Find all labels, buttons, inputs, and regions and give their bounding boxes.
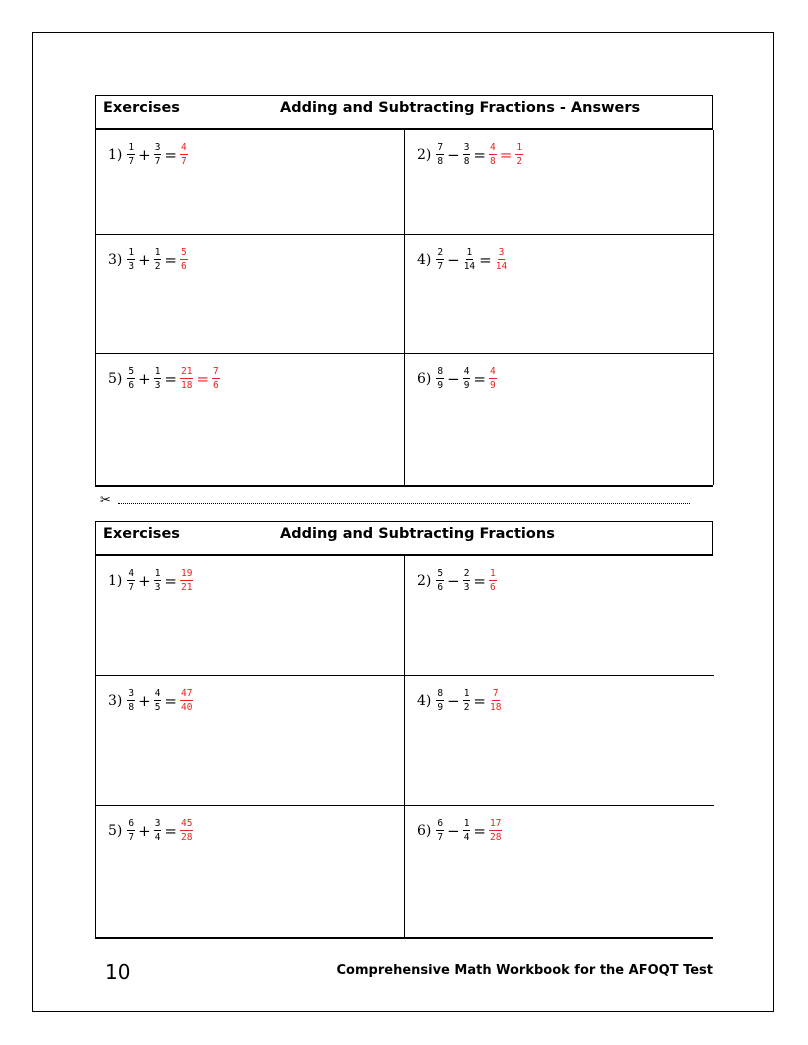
equals-sign: = <box>164 145 177 164</box>
problem-cell <box>405 806 714 937</box>
denominator: 6 <box>490 582 496 593</box>
numerator: 3 <box>154 142 161 153</box>
problem-expression <box>108 568 194 593</box>
denominator: 2 <box>516 156 523 167</box>
denominator: 40 <box>181 702 193 713</box>
problem-number: 2) <box>417 572 432 589</box>
fraction <box>463 688 471 713</box>
equals-sign: = <box>164 821 177 840</box>
numerator: 7 <box>213 366 219 377</box>
denominator: 21 <box>181 582 193 593</box>
operator: + <box>138 821 151 840</box>
problem-cell <box>96 556 405 676</box>
problem-cell <box>405 130 714 235</box>
problem-number: 3) <box>108 692 123 709</box>
denominator: 18 <box>181 380 193 391</box>
numerator: 3 <box>128 688 135 699</box>
problem-number: 5) <box>108 822 123 839</box>
fraction <box>154 568 162 593</box>
fraction <box>127 142 135 167</box>
problem-grid <box>95 556 713 939</box>
problem-expression <box>108 247 189 272</box>
denominator: 6 <box>213 380 219 391</box>
problem-number: 5) <box>108 370 123 387</box>
equals-sign: = <box>499 145 513 164</box>
numerator: 4 <box>490 142 496 153</box>
numerator: 1 <box>466 247 473 258</box>
answer-fraction <box>495 247 508 272</box>
problem-number: 1) <box>108 572 123 589</box>
numerator: 5 <box>128 366 135 377</box>
numerator: 1 <box>154 366 161 377</box>
denominator: 4 <box>463 832 470 843</box>
answer-fraction <box>489 818 502 843</box>
answer-fraction <box>489 366 497 391</box>
problem-cell <box>405 235 714 354</box>
equals-sign: = <box>479 250 492 269</box>
problem-number: 4) <box>417 692 432 709</box>
denominator: 7 <box>437 832 444 843</box>
answers-sheet <box>95 95 713 487</box>
sheet-header <box>95 521 713 556</box>
numerator: 4 <box>128 568 135 579</box>
denominator: 3 <box>463 582 470 593</box>
numerator: 17 <box>490 818 502 829</box>
problem-cell <box>96 235 405 354</box>
page-number: 10 <box>105 960 131 984</box>
sheet-title: Adding and Subtracting Fractions <box>280 526 555 542</box>
numerator: 8 <box>437 688 444 699</box>
answer-fraction <box>489 142 497 167</box>
numerator: 1 <box>463 688 470 699</box>
equals-sign: = <box>473 369 486 388</box>
denominator: 7 <box>181 156 187 167</box>
book-title: Comprehensive Math Workbook for the AFOQT Test <box>336 963 713 978</box>
numerator: 47 <box>181 688 193 699</box>
problem-expression <box>417 818 503 843</box>
fraction <box>463 818 471 843</box>
numerator: 4 <box>154 688 161 699</box>
problem-number: 6) <box>417 370 432 387</box>
operator: − <box>447 145 460 164</box>
fraction <box>436 247 444 272</box>
equals-sign: = <box>473 691 486 710</box>
fraction <box>463 142 471 167</box>
numerator: 4 <box>181 142 187 153</box>
cut-line <box>100 494 690 510</box>
sheet-title: Adding and Subtracting Fractions - Answers <box>280 100 641 116</box>
denominator: 8 <box>490 156 496 167</box>
denominator: 8 <box>463 156 470 167</box>
answer-fraction <box>515 142 523 167</box>
denominator: 2 <box>463 702 470 713</box>
denominator: 9 <box>490 380 496 391</box>
equals-sign: = <box>164 369 177 388</box>
denominator: 9 <box>437 702 444 713</box>
problem-cell <box>405 354 714 485</box>
operator: − <box>447 821 460 840</box>
denominator: 7 <box>128 832 135 843</box>
operator: − <box>447 369 460 388</box>
fraction <box>127 366 135 391</box>
problem-expression <box>417 142 524 167</box>
equals-sign: = <box>164 250 177 269</box>
answer-fraction <box>180 247 188 272</box>
denominator: 8 <box>437 156 444 167</box>
fraction <box>127 568 135 593</box>
numerator: 3 <box>498 247 505 258</box>
problem-number: 3) <box>108 251 123 268</box>
equals-sign: = <box>473 571 486 590</box>
fraction <box>436 688 444 713</box>
numerator: 1 <box>516 142 523 153</box>
scissors-icon: ✂ <box>100 494 111 508</box>
denominator: 4 <box>154 832 161 843</box>
denominator: 28 <box>490 832 502 843</box>
numerator: 1 <box>463 818 470 829</box>
problem-number: 6) <box>417 822 432 839</box>
answer-fraction <box>489 568 497 593</box>
fraction <box>436 142 444 167</box>
equals-sign: = <box>196 369 210 388</box>
fraction <box>127 688 135 713</box>
numerator: 7 <box>437 142 444 153</box>
numerator: 1 <box>128 247 135 258</box>
problem-number: 4) <box>417 251 432 268</box>
equals-sign: = <box>164 691 177 710</box>
fraction <box>154 366 162 391</box>
denominator: 14 <box>463 261 476 272</box>
numerator: 19 <box>181 568 193 579</box>
denominator: 9 <box>463 380 470 391</box>
denominator: 3 <box>128 261 135 272</box>
denominator: 3 <box>154 582 161 593</box>
denominator: 14 <box>495 261 508 272</box>
denominator: 3 <box>154 380 161 391</box>
problem-cell <box>96 130 405 235</box>
equals-sign: = <box>473 821 486 840</box>
denominator: 7 <box>154 156 161 167</box>
numerator: 2 <box>463 568 470 579</box>
numerator: 3 <box>463 142 470 153</box>
numerator: 3 <box>154 818 161 829</box>
fraction <box>436 366 444 391</box>
operator: + <box>138 571 151 590</box>
problem-number: 1) <box>108 146 123 163</box>
fraction <box>436 568 444 593</box>
problem-expression <box>417 568 498 593</box>
numerator: 45 <box>181 818 193 829</box>
problem-cell <box>405 556 714 676</box>
problem-cell <box>405 676 714 806</box>
fraction <box>154 247 162 272</box>
denominator: 8 <box>128 702 135 713</box>
answer-fraction <box>180 366 193 391</box>
fraction <box>154 818 162 843</box>
exercises-label: Exercises <box>103 100 180 116</box>
problem-expression <box>417 247 509 272</box>
numerator: 6 <box>437 818 444 829</box>
answer-fraction <box>180 568 193 593</box>
fraction <box>463 366 471 391</box>
numerator: 8 <box>437 366 444 377</box>
exercises-sheet <box>95 521 713 939</box>
answer-fraction <box>180 142 188 167</box>
denominator: 6 <box>128 380 135 391</box>
numerator: 5 <box>437 568 444 579</box>
problem-expression <box>417 366 498 391</box>
fraction <box>436 818 444 843</box>
numerator: 1 <box>154 568 161 579</box>
equals-sign: = <box>164 571 177 590</box>
fraction <box>127 247 135 272</box>
denominator: 7 <box>128 156 135 167</box>
numerator: 1 <box>490 568 496 579</box>
denominator: 6 <box>437 582 444 593</box>
problem-cell <box>96 806 405 937</box>
fraction <box>154 142 162 167</box>
numerator: 4 <box>490 366 496 377</box>
operator: + <box>138 145 151 164</box>
problem-cell <box>96 354 405 485</box>
answer-fraction <box>180 688 193 713</box>
answer-fraction <box>212 366 220 391</box>
numerator: 2 <box>437 247 444 258</box>
denominator: 18 <box>490 702 502 713</box>
problem-expression <box>108 688 194 713</box>
fraction <box>463 247 476 272</box>
denominator: 7 <box>128 582 135 593</box>
problem-number: 2) <box>417 146 432 163</box>
fraction <box>154 688 162 713</box>
problem-expression <box>108 142 189 167</box>
problem-expression <box>108 818 194 843</box>
operator: − <box>447 571 460 590</box>
operator: + <box>138 691 151 710</box>
numerator: 1 <box>154 247 161 258</box>
problem-expression <box>417 688 503 713</box>
answer-fraction <box>489 688 502 713</box>
numerator: 5 <box>181 247 187 258</box>
denominator: 7 <box>437 261 444 272</box>
equals-sign: = <box>473 145 486 164</box>
operator: + <box>138 369 151 388</box>
numerator: 6 <box>128 818 135 829</box>
denominator: 9 <box>437 380 444 391</box>
sheet-header <box>95 95 713 130</box>
numerator: 4 <box>463 366 470 377</box>
denominator: 28 <box>181 832 193 843</box>
operator: + <box>138 250 151 269</box>
fraction <box>127 818 135 843</box>
numerator: 7 <box>492 688 499 699</box>
answer-fraction <box>180 818 193 843</box>
problem-grid <box>95 130 713 487</box>
dotted-cut-line <box>118 503 690 504</box>
problem-expression <box>108 366 221 391</box>
problem-cell <box>96 676 405 806</box>
numerator: 1 <box>128 142 135 153</box>
denominator: 2 <box>154 261 161 272</box>
fraction <box>463 568 471 593</box>
exercises-label: Exercises <box>103 526 180 542</box>
denominator: 6 <box>181 261 187 272</box>
operator: − <box>447 250 460 269</box>
numerator: 21 <box>181 366 193 377</box>
denominator: 5 <box>154 702 161 713</box>
operator: − <box>447 691 460 710</box>
